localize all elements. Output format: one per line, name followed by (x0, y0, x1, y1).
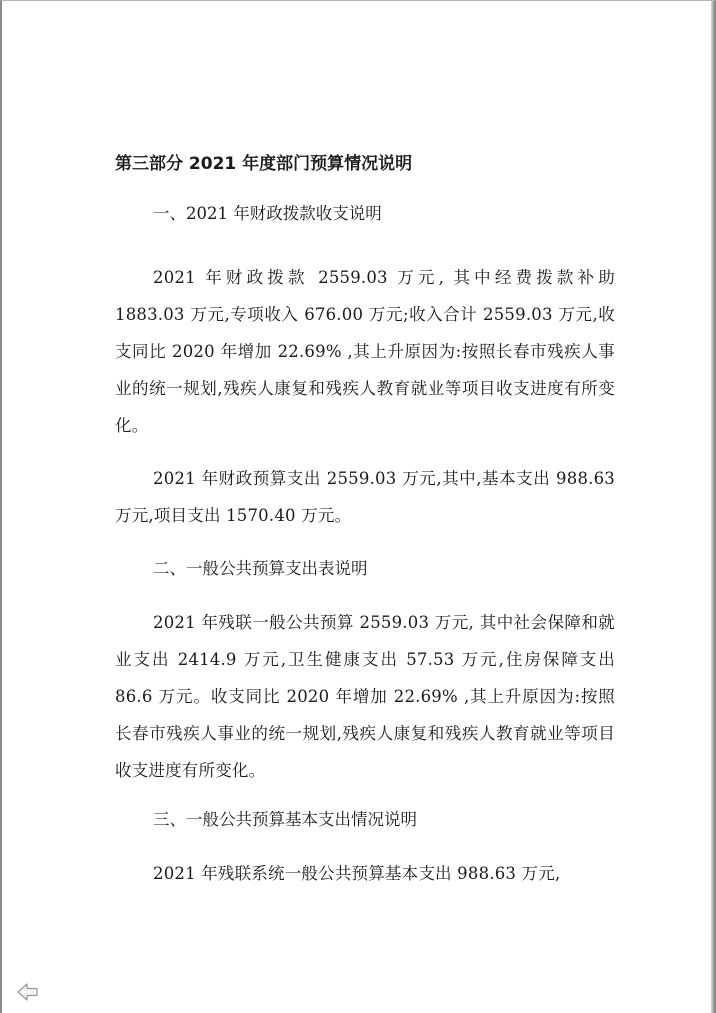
page-heading: 第三部分 2021 年度部门预算情况说明 (115, 154, 413, 174)
section-3-paragraph-1: 2021 年残联系统一般公共预算基本支出 988.63 万元, (153, 864, 561, 883)
section-2-title: 二、一般公共预算支出表说明 (153, 559, 368, 578)
section-1-paragraph-2: 2021 年财政预算支出 2559.03 万元,其中,基本支出 988.63 万元,项目支出 1570.40 万元。 (115, 469, 615, 525)
document-content (115, 149, 615, 892)
section-1-title: 一、2021 年财政拨款收支说明 (153, 204, 382, 223)
section-2-paragraph-1: 2021 年残联一般公共预算 2559.03 万元, 其中社会保障和就业支出 2414.9 万元,卫生健康支出 57.53 万元,住房保障支出 86.6 万元。收支同比 2020 年增加 22.69% ,其上升原因为:按照长春市残疾人事业的统一规划,残疾人康复和残疾人教育就业等项目收支进度有所变化。 (115, 613, 615, 780)
section-3-title: 三、一般公共预算基本支出情况说明 (153, 810, 417, 829)
page-shadow (711, 1, 714, 1013)
section-1-paragraph-1: 2021 年财政拨款 2559.03 万元, 其中经费拨款补助 1883.03 万元,专项收入 676.00 万元;收入合计 2559.03 万元,收支同比 2020 年增加 22.69% ,其上升原因为:按照长春市残疾人事业的统一规划,残疾人康复和残疾人教育就业等项目收支进度有所变化。 (115, 268, 615, 435)
back-arrow-icon[interactable] (16, 982, 40, 1002)
